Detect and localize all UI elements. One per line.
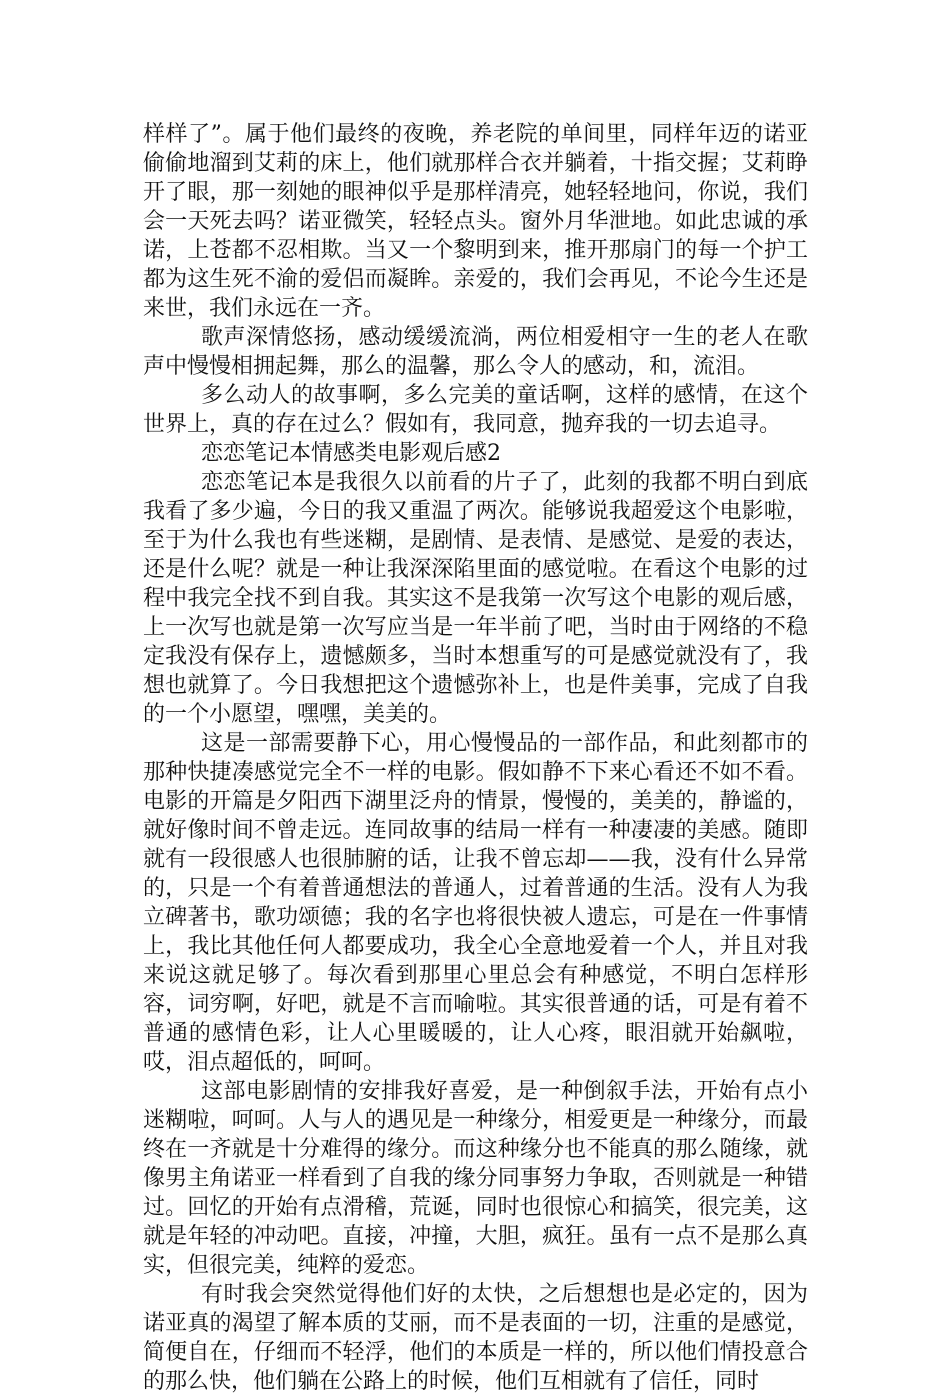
paragraph-7: 有时我会突然觉得他们好的太快，之后想想也是必定的，因为诺亚真的渴望了解本质的艾丽，而不是表面的一切，注重的是感觉，简便自在，仔细而不轻浮，他们的本质是一样的，所以他们情投意合的那么快，他们躺在公路上的时候，他们互相就有了信任，同时 (143, 1282, 808, 1394)
paragraph-5: 这是一部需要静下心，用心慢慢品的一部作品，和此刻都市的那种快捷凑感觉完全不一样的电影。假如静不下来心看还不如不看。电影的开篇是夕阳西下湖里泛舟的情景，慢慢的，美美的，静谧的，就好像时间不曾走远。连同故事的结局一样有一种凄凄的美感。随即就有一段很感人也很肺腑的话，让我不曾忘却——我，没有什么异常的，只是一个有着普通想法的普通人，过着普通的生活。没有人为我立碑著书，歌功颂德；我的名字也将很快被人遗忘，可是在一件事情上，我比其他任何人都要成功，我全心全意地爱着一个人，并且对我来说这就足够了。每次看到那里心里总会有种感觉，不明白怎样形容，词穷啊，好吧，就是不言而喻啦。其实很普通的话，可是有着不普通的感情色彩，让人心里暖暖的，让人心疼，眼泪就开始飙啦，哎，泪点超低的，呵呵。 (143, 731, 808, 1075)
paragraph-2: 歌声深情悠扬，感动缓缓流淌，两位相爱相守一生的老人在歌声中慢慢相拥起舞，那么的温馨，那么令人的感动，和，流泪。 (143, 325, 808, 379)
paragraph-6: 这部电影剧情的安排我好喜爱，是一种倒叙手法，开始有点小迷糊啦，呵呵。人与人的遇见是一种缘分，相爱更是一种缘分，而最终在一齐就是十分难得的缘分。而这种缘分也不能真的那么随缘，就像男主角诺亚一样看到了自我的缘分同事努力争取，否则就是一种错过。回忆的开始有点滑稽，荒诞，同时也很惊心和搞笑，很完美，这就是年轻的冲动吧。直接，冲撞，大胆，疯狂。虽有一点不是那么真实，但很完美，纯粹的爱恋。 (143, 1079, 808, 1278)
paragraph-1: 样样了”。属于他们最终的夜晚，养老院的单间里，同样年迈的诺亚偷偷地溜到艾莉的床上，他们就那样合衣并躺着，十指交握；艾莉睁开了眼，那一刻她的眼神似乎是那样清亮，她轻轻地问，你说，我们会一天死去吗？诺亚微笑，轻轻点头。窗外月华泄地。如此忠诚的承诺，上苍都不忍相欺。当又一个黎明到来，推开那扇门的每一个护工都为这生死不渝的爱侣而凝眸。亲爱的，我们会再见，不论今生还是来世，我们永远在一齐。 (143, 122, 808, 321)
section-heading: 恋恋笔记本情感类电影观后感2 (201, 441, 501, 466)
paragraph-3: 多么动人的故事啊，多么完美的童话啊，这样的感情，在这个世界上，真的存在过么？假如有，我同意，抛弃我的一切去追寻。 (143, 383, 808, 437)
document-body (143, 120, 808, 1396)
paragraph-4: 恋恋笔记本是我很久以前看的片子了，此刻的我都不明白到底我看了多少遍，今日的我又重温了两次。能够说我超爱这个电影啦，至于为什么我也有些迷糊，是剧情、是表情、是感觉、是爱的表达，还是什么呢？就是一种让我深深陷里面的感觉啦。在看这个电影的过程中我完全找不到自我。其实这不是我第一次写这个电影的观后感，上一次写也就是第一次写应当是一年半前了吧，当时由于网络的不稳定我没有保存上，遗憾颇多，当时本想重写的可是感觉就没有了，我想也就算了。今日我想把这个遗憾弥补上，也是件美事，完成了自我的一个小愿望，嘿嘿，美美的。 (143, 470, 808, 727)
